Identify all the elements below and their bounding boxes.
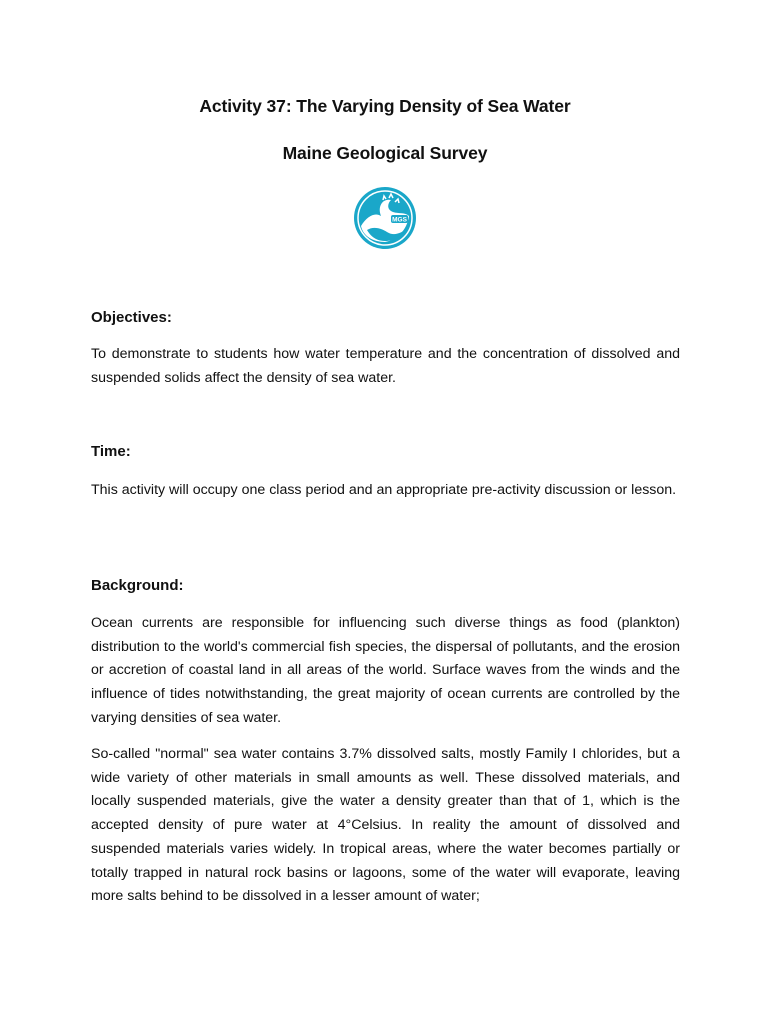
document-title: Activity 37: The Varying Density of Sea Water [199, 96, 571, 116]
background-paragraph-1: Ocean currents are responsible for influencing such diverse things as food (plankton) distribution to the world's commercial fish species, the dispersal of pollutants, and the erosion or accretion of coastal land in all areas of the world. Surface waves from the winds and the influence of tides notwithstanding, the great majority of ocean currents are controlled by the varying densities of sea water. [91, 615, 680, 726]
logo-text: MGS [392, 216, 407, 224]
document-subtitle: Maine Geological Survey [282, 143, 488, 163]
objectives-heading: Objectives: [91, 309, 172, 326]
time-text: This activity will occupy one class period and an appropriate pre-activity discussion or lesson. [91, 482, 677, 498]
time-heading: Time: [91, 443, 131, 460]
wave-logo-icon [353, 186, 417, 250]
objectives-text: To demonstrate to students how water temperature and the concentration of dissolved and suspended solids affect the density of sea water. [91, 346, 680, 386]
background-paragraph-2: So-called "normal" sea water contains 3.7% dissolved salts, mostly Family I chlorides, but a wide variety of other materials in small amounts as well. These dissolved materials, and locally suspended materials, give the water a density greater than that of 1, which is the accepted density of pure water at 4°Celsius. In reality the amount of dissolved and suspended materials varies widely. In tropical areas, where the water becomes partially or totally trapped in natural rock basins or lagoons, some of the water will evaporate, leaving more salts behind to be dissolved in a lesser amount of water; [91, 746, 680, 905]
background-heading: Background: [91, 577, 184, 594]
